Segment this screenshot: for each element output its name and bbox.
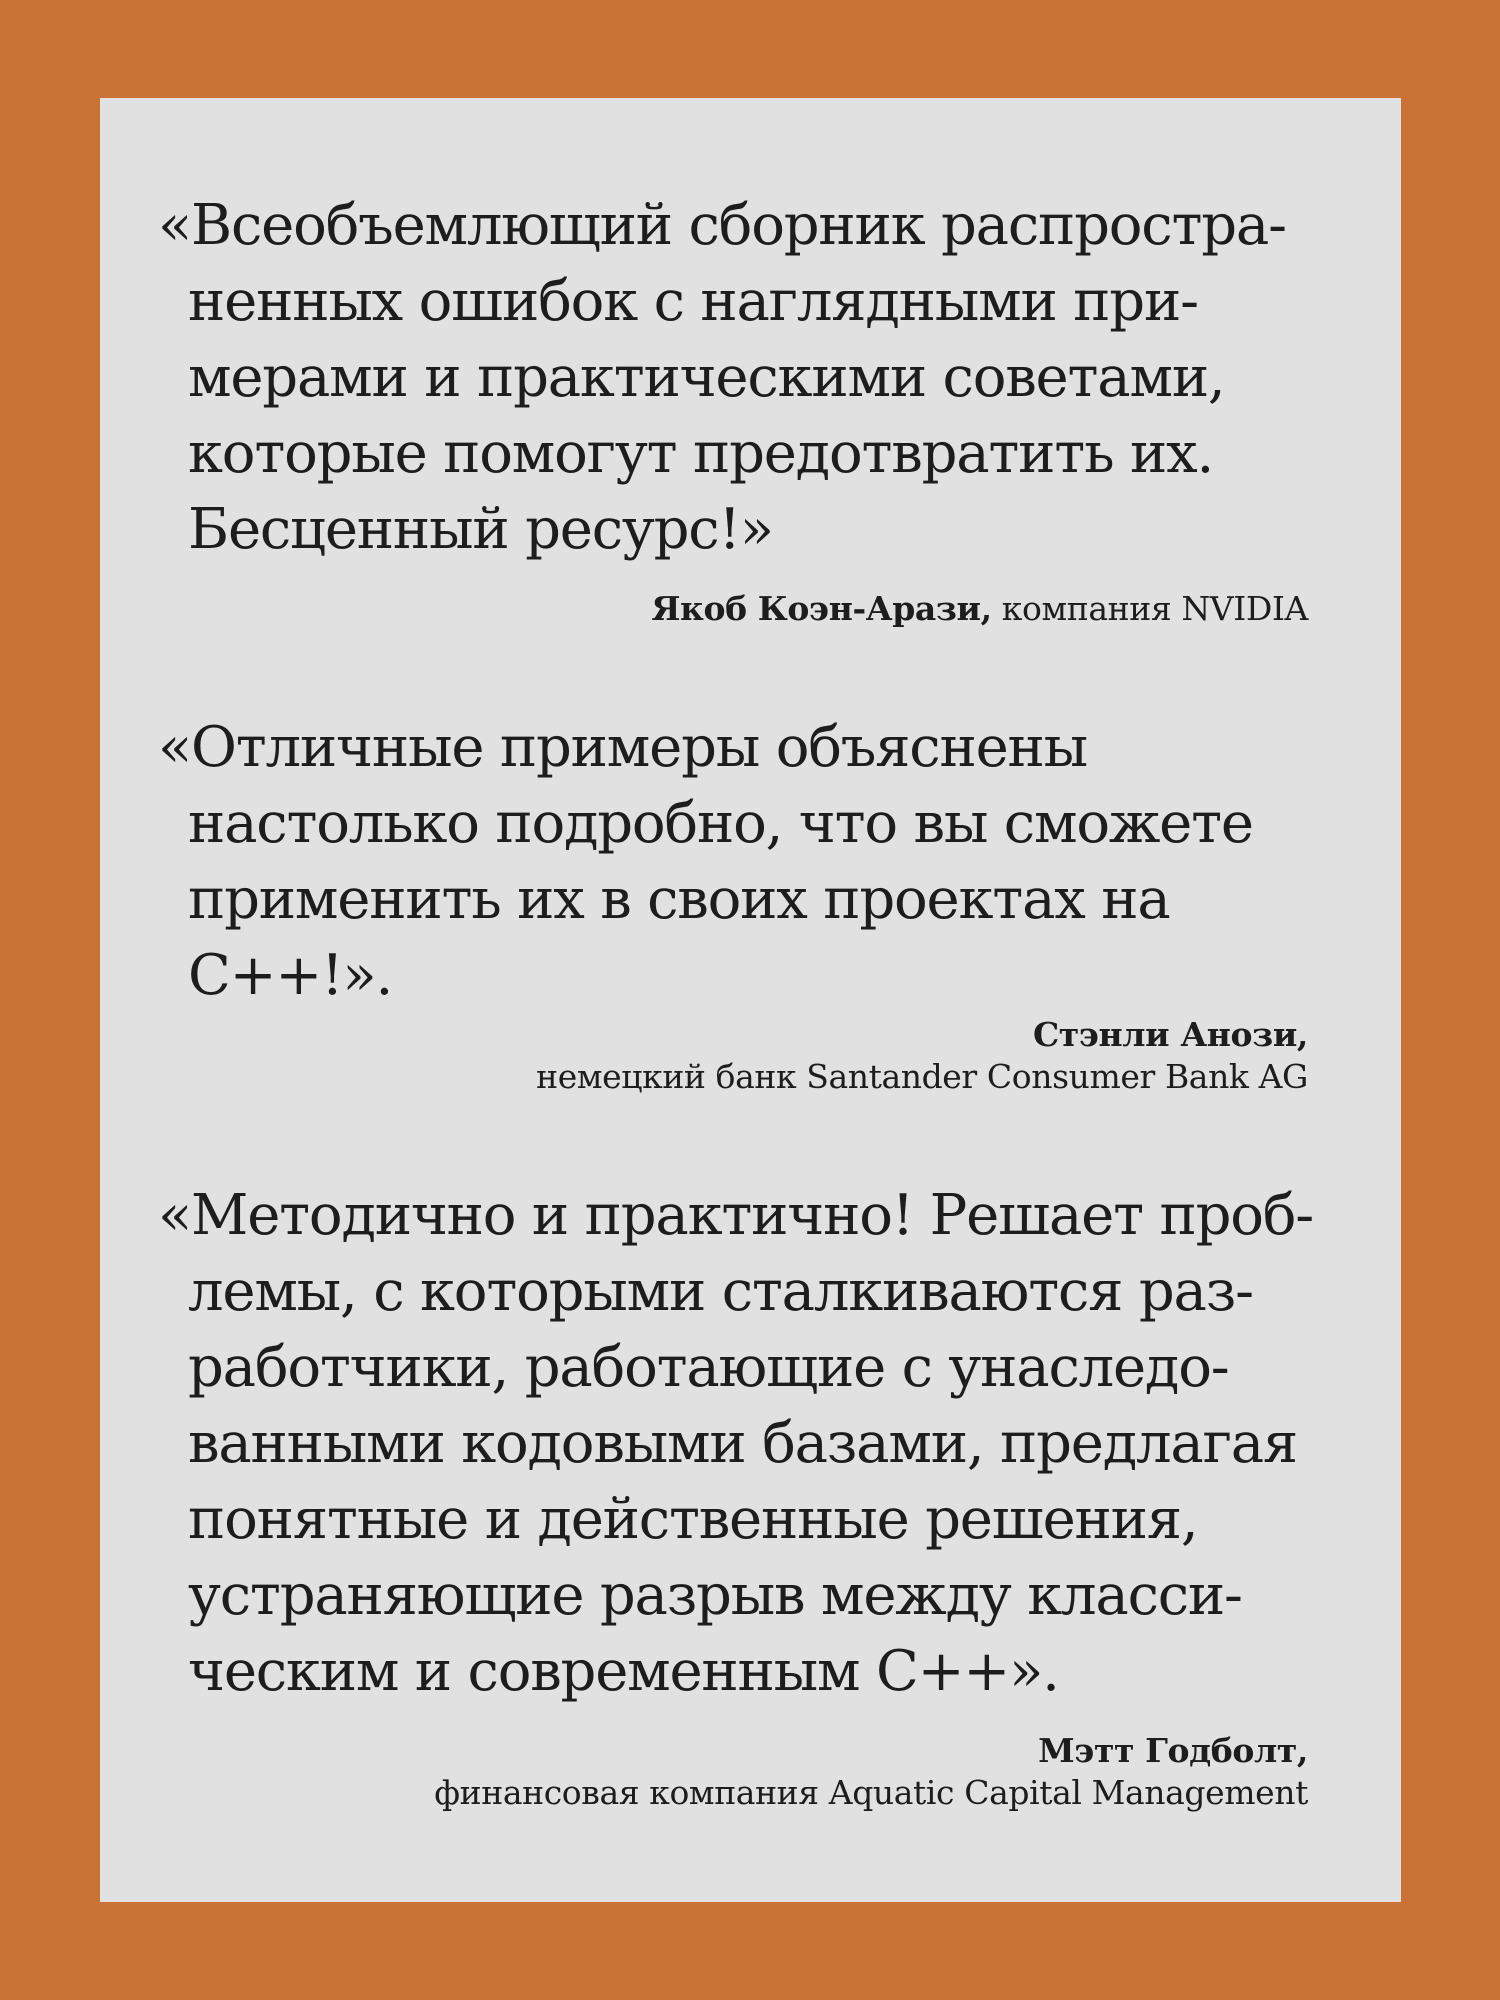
quote-author: Стэнли Анози, — [1032, 1015, 1308, 1054]
quote-text: «Всеобъемлющий сборник распростра- ненных ошибок с наглядными при- мерами и практическими советами, которые помогут предотвратить их. Бесценный ресурс!» — [158, 193, 1286, 562]
quote-text: «Методично и практично! Решает проб- лемы, с которыми сталкиваются раз- работчики, работающие с унаследо- ванными кодовыми базами, предлагая понятные и действенные решения, устраняющие разрыв между класси- ческим и современным C++». — [158, 1183, 1313, 1704]
quote-affiliation: финансовая компания Aquatic Capital Management — [434, 1773, 1308, 1812]
quote-affiliation: немецкий банк Santander Consumer Bank AG — [536, 1057, 1308, 1096]
quote-text: «Отличные примеры объяснены настолько подробно, что вы сможете применить их в своих проектах на C++!». — [158, 715, 1253, 1008]
quote-block — [158, 188, 1408, 630]
quote-affiliation: компания NVIDIA — [1001, 589, 1308, 628]
quote-attribution — [158, 588, 1308, 630]
quote-author: Мэтт Годболт, — [1038, 1731, 1308, 1770]
quote-block — [158, 710, 1408, 1098]
quote-attribution — [158, 1730, 1308, 1814]
quote-attribution — [158, 1014, 1308, 1098]
quotes-panel — [100, 98, 1401, 1902]
quote-block — [158, 1178, 1408, 1814]
quote-author: Якоб Коэн-Арази, — [651, 589, 992, 628]
